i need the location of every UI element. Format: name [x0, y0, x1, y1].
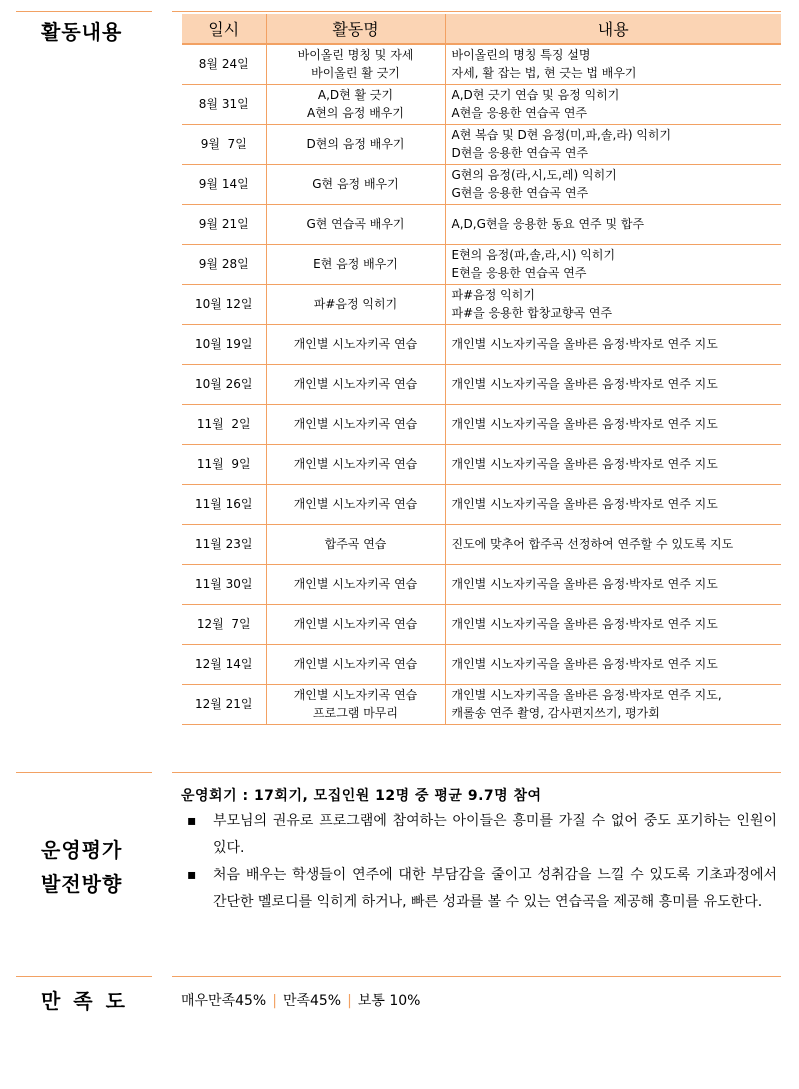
cell-date: 12월 14일 — [182, 644, 266, 684]
table-row — [182, 604, 781, 644]
satisfaction-satisfied: 만족45% — [282, 993, 342, 1009]
satisfaction-results — [181, 990, 420, 1010]
cell-activity — [266, 44, 445, 84]
cell-activity-line: 프로그램 마무리 — [313, 706, 398, 720]
cell-content-line: A현 복습 및 D현 음정(미,파,솔,라) 익히기 — [451, 128, 672, 142]
cell-content-line: A현을 응용한 연습곡 연주 — [451, 106, 588, 120]
cell-content — [445, 204, 781, 244]
cell-content-line: G현의 음정(라,시,도,레) 익히기 — [451, 168, 617, 182]
table-row — [182, 444, 781, 484]
cell-activity-line: 바이올린 활 긋기 — [311, 66, 400, 81]
table-row — [182, 124, 781, 164]
cell-content — [445, 124, 781, 164]
cell-activity-line: A,D현 활 긋기 — [317, 88, 394, 102]
cell-activity — [266, 124, 445, 164]
cell-date: 12월 21일 — [182, 684, 266, 724]
cell-content — [445, 164, 781, 204]
table-row — [182, 44, 781, 84]
cell-activity — [266, 484, 445, 524]
cell-activity — [266, 244, 445, 284]
section-divider — [16, 772, 152, 773]
evaluation-bullet: ▪ 부모님의 권유로 프로그램에 참여하는 아이들은 흥미를 가질 수 없어 중도 포기하는 인원이 있다. — [181, 808, 777, 862]
cell-activity — [266, 564, 445, 604]
cell-activity — [266, 324, 445, 364]
table-row — [182, 324, 781, 364]
cell-content-line: 자세, 활 잡는 법, 현 긋는 법 배우기 — [451, 66, 637, 81]
section-divider — [16, 11, 152, 12]
header-activity: 활동명 — [266, 14, 445, 44]
cell-content — [445, 484, 781, 524]
cell-activity — [266, 364, 445, 404]
cell-content — [445, 84, 781, 124]
cell-date: 8월 31일 — [182, 84, 266, 124]
table-row — [182, 484, 781, 524]
cell-activity — [266, 444, 445, 484]
cell-date: 8월 24일 — [182, 44, 266, 84]
satisfaction-separator: | — [272, 993, 277, 1009]
cell-content-line: 파#을 응용한 합창교향곡 연주 — [451, 306, 613, 320]
cell-activity — [266, 524, 445, 564]
cell-activity-line: G현 연습곡 배우기 — [306, 217, 405, 231]
cell-activity — [266, 84, 445, 124]
activities-section-title: 활동내용 — [41, 20, 123, 44]
evaluation-section-title — [41, 833, 122, 901]
cell-content-line: 바이올린의 명칭 특징 설명 — [451, 48, 591, 63]
section-divider — [172, 976, 781, 977]
cell-content — [445, 684, 781, 724]
table-row — [182, 644, 781, 684]
cell-activity-line: 개인별 시노자키곡 연습 — [293, 688, 418, 702]
evaluation-title-line1: 운영평가 — [41, 838, 123, 862]
table-row — [182, 84, 781, 124]
cell-content — [445, 364, 781, 404]
cell-content-line: E현의 음정(파,솔,라,시) 익히기 — [451, 248, 616, 262]
header-date: 일시 — [182, 14, 266, 44]
cell-activity-line: 개인별 시노자키곡 연습 — [293, 417, 418, 431]
cell-content-line: 개인별 시노자키곡을 올바른 음정·박자로 연주 지도 — [451, 337, 718, 351]
cell-activity — [266, 684, 445, 724]
activity-schedule-table — [182, 14, 781, 725]
cell-content — [445, 44, 781, 84]
table-row — [182, 204, 781, 244]
cell-activity — [266, 204, 445, 244]
cell-content-line: G현을 응용한 연습곡 연주 — [451, 186, 589, 200]
cell-date: 10월 26일 — [182, 364, 266, 404]
cell-date: 11월 2일 — [182, 404, 266, 444]
table-row — [182, 244, 781, 284]
cell-date: 9월 28일 — [182, 244, 266, 284]
cell-date: 10월 19일 — [182, 324, 266, 364]
cell-content-line: D현을 응용한 연습곡 연주 — [451, 146, 589, 160]
cell-activity-line: E현 음정 배우기 — [313, 257, 398, 271]
evaluation-body — [181, 783, 777, 916]
cell-content-line: 개인별 시노자키곡을 올바른 음정·박자로 연주 지도 — [451, 417, 718, 431]
cell-activity-line: G현 음정 배우기 — [312, 177, 399, 191]
table-header-row — [182, 14, 781, 44]
cell-content — [445, 404, 781, 444]
table-row — [182, 284, 781, 324]
cell-content-line: A,D,G현을 응용한 동요 연주 및 합주 — [451, 217, 645, 231]
satisfaction-neutral: 보통 10% — [357, 993, 421, 1009]
cell-activity-line: 파#음정 익히기 — [313, 297, 398, 311]
cell-date: 11월 23일 — [182, 524, 266, 564]
evaluation-bullet: ▪ 처음 배우는 학생들이 연주에 대한 부담감을 줄이고 성취감을 느낄 수 있도록 기초과정에서 간단한 멜로디를 익히게 하거나, 빠른 성과를 볼 수 있는 연습곡을 제공해 흥미를 유도한다. — [181, 862, 777, 916]
cell-content — [445, 244, 781, 284]
cell-activity — [266, 404, 445, 444]
cell-date: 12월 7일 — [182, 604, 266, 644]
cell-date: 9월 21일 — [182, 204, 266, 244]
cell-activity-line: 개인별 시노자키곡 연습 — [293, 337, 418, 351]
satisfaction-very-satisfied: 매우만족45% — [181, 993, 267, 1009]
cell-activity-line: 개인별 시노자키곡 연습 — [293, 657, 418, 671]
cell-activity — [266, 164, 445, 204]
cell-content — [445, 524, 781, 564]
cell-date: 9월 14일 — [182, 164, 266, 204]
cell-content-line: 개인별 시노자키곡을 올바른 음정·박자로 연주 지도 — [451, 497, 718, 511]
cell-content-line: 캐롤송 연주 촬영, 감사편지쓰기, 평가회 — [451, 706, 660, 720]
cell-content-line: 개인별 시노자키곡을 올바른 음정·박자로 연주 지도 — [451, 617, 718, 631]
evaluation-list — [181, 808, 777, 916]
satisfaction-separator: | — [347, 993, 352, 1009]
table-row — [182, 564, 781, 604]
cell-date: 10월 12일 — [182, 284, 266, 324]
evaluation-title-line2: 발전방향 — [41, 872, 123, 896]
cell-activity-line: 개인별 시노자키곡 연습 — [293, 497, 418, 511]
cell-activity-line: 개인별 시노자키곡 연습 — [293, 377, 418, 391]
cell-content-line: 개인별 시노자키곡을 올바른 음정·박자로 연주 지도 — [451, 577, 718, 591]
cell-activity — [266, 284, 445, 324]
cell-content — [445, 604, 781, 644]
table-row — [182, 364, 781, 404]
cell-content-line: E현을 응용한 연습곡 연주 — [451, 266, 587, 280]
cell-activity — [266, 644, 445, 684]
cell-content-line: 파#음정 익히기 — [451, 288, 535, 302]
cell-content — [445, 324, 781, 364]
cell-activity-line: 개인별 시노자키곡 연습 — [293, 457, 418, 471]
cell-activity-line: D현의 음정 배우기 — [306, 137, 405, 151]
table-row — [182, 404, 781, 444]
table-row — [182, 164, 781, 204]
section-divider — [172, 772, 781, 773]
table-row — [182, 684, 781, 724]
section-divider — [16, 976, 152, 977]
cell-activity-line: 합주곡 연습 — [324, 537, 387, 551]
cell-content-line: 개인별 시노자키곡을 올바른 음정·박자로 연주 지도 — [451, 457, 718, 471]
cell-activity-line: 개인별 시노자키곡 연습 — [293, 577, 418, 591]
cell-content — [445, 444, 781, 484]
cell-content-line: 개인별 시노자키곡을 올바른 음정·박자로 연주 지도 — [451, 657, 718, 671]
cell-activity-line: 바이올린 명칭 및 자세 — [297, 48, 414, 63]
cell-date: 11월 30일 — [182, 564, 266, 604]
satisfaction-section-title: 만 족 도 — [41, 989, 128, 1013]
header-content: 내용 — [445, 14, 781, 44]
cell-content — [445, 644, 781, 684]
section-divider — [172, 11, 781, 12]
cell-content-line: 진도에 맞추어 합주곡 선정하여 연주할 수 있도록 지도 — [451, 537, 734, 551]
cell-date: 11월 9일 — [182, 444, 266, 484]
evaluation-summary: 운영회기 : 17회기, 모집인원 12명 중 평균 9.7명 참여 — [181, 788, 542, 804]
cell-activity — [266, 604, 445, 644]
cell-date: 11월 16일 — [182, 484, 266, 524]
cell-date: 9월 7일 — [182, 124, 266, 164]
table-row — [182, 524, 781, 564]
cell-content — [445, 564, 781, 604]
cell-content-line: 개인별 시노자키곡을 올바른 음정·박자로 연주 지도, — [451, 688, 722, 702]
cell-content — [445, 284, 781, 324]
cell-content-line: A,D현 긋기 연습 및 음정 익히기 — [451, 88, 620, 102]
cell-content-line: 개인별 시노자키곡을 올바른 음정·박자로 연주 지도 — [451, 377, 718, 391]
cell-activity-line: 개인별 시노자키곡 연습 — [293, 617, 418, 631]
cell-activity-line: A현의 음정 배우기 — [307, 106, 404, 120]
